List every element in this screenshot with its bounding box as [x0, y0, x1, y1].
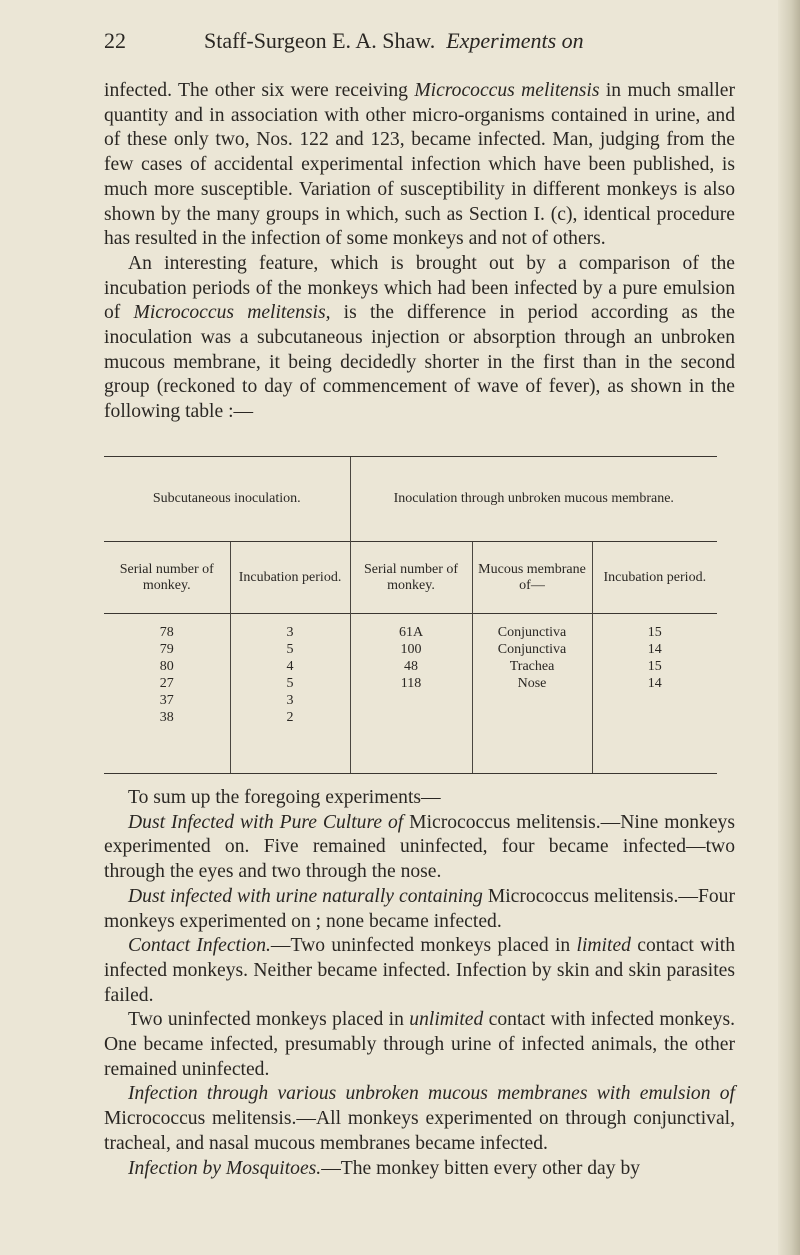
paragraph	[104, 79, 735, 252]
text-run: Micrococcus melitensis.—All monkeys experimented on through conjunctival, tracheal, and nasal mucous membranes became infected.	[104, 1108, 735, 1154]
page-number: 22	[104, 28, 126, 53]
cell-serial: 78	[159, 625, 174, 640]
italic-text: Micrococcus melitensis	[414, 80, 600, 101]
body-text-bottom	[104, 786, 735, 1181]
paragraph	[104, 1008, 735, 1082]
cell-incubation: 5	[286, 642, 294, 657]
text-run: —The monkey bitten every other day by	[321, 1157, 641, 1179]
paragraph	[104, 811, 735, 885]
italic-text: Contact Infection.	[128, 935, 271, 957]
cell-membrane: Conjunctiva	[497, 642, 567, 657]
cell-membrane: Conjunctiva	[497, 625, 567, 640]
cell-serial: 37	[159, 693, 174, 708]
cell-incubation: 3	[286, 693, 294, 708]
text-run: Micrococcus melitensis.—Four monkeys experimented on ; none became infected.	[104, 885, 735, 932]
cell-membrane: Nose	[517, 676, 547, 691]
col-header-incubation-b: Incubation period.	[592, 542, 717, 614]
cell-incubation: 14	[647, 676, 662, 691]
cell-incubation: 5	[286, 676, 294, 691]
cell-serial: 80	[159, 659, 174, 674]
italic-text: Micrococcus melitensis,	[133, 302, 331, 324]
page-edge	[778, 0, 800, 1255]
cell-incubation: 15	[647, 625, 662, 640]
paragraph	[104, 786, 735, 811]
italic-text: Infection through various unbroken mucous membranes with emulsion of	[128, 1083, 735, 1105]
cell-incubation: 2	[286, 710, 294, 725]
italic-text: limited	[576, 935, 631, 957]
cell-incubation: 4	[286, 659, 294, 674]
cell-serial: 118	[400, 676, 422, 691]
cell-incubation: 15	[647, 659, 662, 674]
cell-serial: 100	[400, 642, 422, 657]
text-run: is the difference in period according as the inoculation was a subcutaneous injection or absorption through an unbroken mucous membrane, it being decidedly shorter in the first than in the second group (reckoned to day of commencement of wave of fever), as shown in the following table :—	[104, 302, 735, 423]
text-run: An interesting feature, which is brought out by a comparison of the incubation periods of the monkeys which had been infected by a pure emulsion of	[104, 252, 735, 324]
cell-serial: 79	[159, 642, 174, 657]
paragraph	[104, 885, 735, 934]
column-incubation-a	[230, 614, 350, 774]
group-header-subcutaneous: Subcutaneous inoculation.	[104, 457, 350, 542]
incubation-table	[104, 456, 717, 774]
col-header-serial-b: Serial number of monkey.	[350, 542, 472, 614]
text-run: —Two uninfected monkeys placed in	[270, 935, 577, 957]
paragraph	[104, 1082, 735, 1156]
paragraph	[104, 252, 735, 425]
col-header-membrane: Mucous membrane of—	[472, 542, 592, 614]
column-serial-a	[104, 614, 230, 774]
paragraph	[104, 1157, 735, 1182]
column-serial-b	[350, 614, 472, 774]
text-run: contact with infected monkeys. One became infected, presumably through urine of infected animals, the other remained uninfected.	[104, 1009, 735, 1080]
cell-membrane: Trachea	[509, 659, 555, 674]
cell-serial: 48	[404, 659, 419, 674]
cell-serial: 27	[159, 676, 174, 691]
cell-incubation: 3	[286, 625, 294, 640]
italic-text: Dust Infected with Pure Culture of	[128, 811, 404, 833]
text-run: contact with infected monkeys. Neither became infected. Infection by skin and skin parasites failed.	[104, 935, 735, 1006]
col-header-incubation-a: Incubation period.	[230, 542, 350, 614]
italic-text: Dust infected with urine naturally containing	[128, 885, 483, 907]
italic-text: unlimited	[409, 1009, 484, 1031]
text-run: Micrococcus melitensis.—Nine monkeys experimented on. Five remained uninfected, four became infected—two through the eyes and two through the nose.	[104, 811, 735, 883]
body-text-top	[104, 79, 735, 425]
running-head	[204, 28, 584, 54]
col-header-serial-a: Serial number of monkey.	[104, 542, 230, 614]
running-head-author: Staff-Surgeon E. A. Shaw.	[204, 28, 436, 53]
text-run: in much smaller quantity and in association with other micro-organisms contained in urine, and of these only two, Nos. 122 and 123, became infected. Man, judging from the few cases of accidental experimental infection which have been published, is much more susceptible. Variation of susceptibility in different monkeys is also shown by the many groups in which, such as Section I. (c), identical procedure has resulted in the infection of some monkeys and not of others.	[104, 80, 735, 250]
cell-serial: 61A	[398, 625, 424, 640]
italic-text: Infection by Mosquitoes.	[128, 1157, 322, 1179]
text-run: infected. The other six were receiving	[104, 80, 415, 101]
paragraph	[104, 934, 735, 1008]
text-run: Two uninfected monkeys placed in	[128, 1009, 410, 1031]
column-membrane	[472, 614, 592, 774]
text-run: To sum up the foregoing experiments—	[128, 787, 441, 808]
cell-incubation: 14	[647, 642, 662, 657]
running-head-title: Experiments on	[446, 28, 584, 53]
column-incubation-b	[592, 614, 717, 774]
cell-serial: 38	[159, 710, 174, 725]
group-header-mucous: Inoculation through unbroken mucous membrane.	[350, 457, 717, 542]
